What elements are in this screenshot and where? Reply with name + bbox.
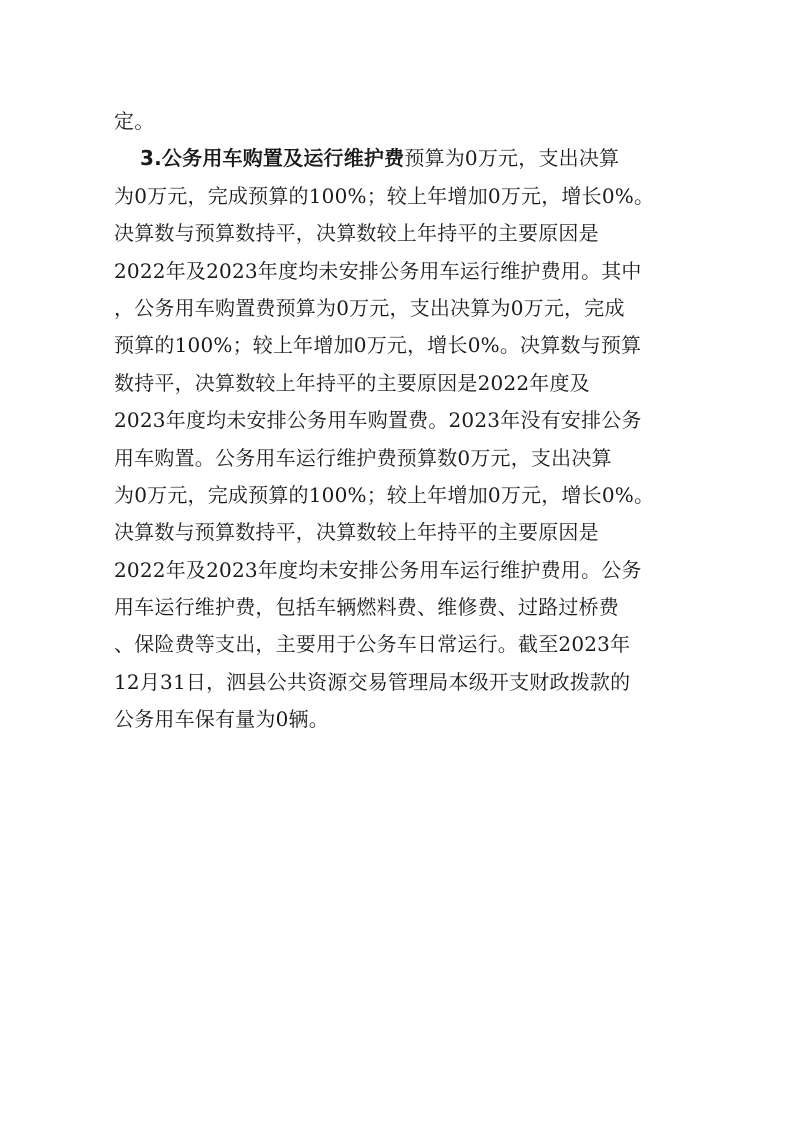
text-line: 2022年及2023年度均未安排公务用车运行维护费用。其中 <box>114 258 642 283</box>
text-line: 、保险费等支出，主要用于公务车日常运行。截至2023年 <box>114 632 631 657</box>
heading-number: 3. <box>140 146 162 171</box>
text-line: 用车购置。公务用车运行维护费预算数0万元，支出决算 <box>114 445 612 470</box>
text-line: 公务用车保有量为0辆。 <box>114 707 329 732</box>
text-line: 12月31日，泗县公共资源交易管理局本级开支财政拨款的 <box>114 669 631 694</box>
text-line: 数持平，决算数较上年持平的主要原因是2022年度及 <box>114 370 590 395</box>
text-line: 决算数与预算数持平，决算数较上年持平的主要原因是 <box>114 221 599 246</box>
text-line: 决算数与预算数持平，决算数较上年持平的主要原因是 <box>114 520 599 545</box>
text-line: 定。 <box>114 109 155 133</box>
heading-title: 公务用车购置及运行维护费 <box>161 146 405 171</box>
text-line: 为0万元，完成预算的100%；较上年增加0万元，增长0%。 <box>114 183 655 208</box>
text-line: 2023年度均未安排公务用车购置费。2023年没有安排公务 <box>114 408 642 433</box>
text-line: ，公务用车购置费预算为0万元，支出决算为0万元，完成 <box>114 295 625 320</box>
body-paragraph <box>114 103 684 739</box>
text-line: 预算的100%；较上年增加0万元，增长0%。决算数与预算 <box>114 333 642 358</box>
text-line: 为0万元，完成预算的100%；较上年增加0万元，增长0%。 <box>114 482 655 507</box>
section-heading-line <box>114 140 684 177</box>
text-line: 用车运行维护费，包括车辆燃料费、维修费、过路过桥费 <box>114 595 619 620</box>
heading-continuation: 预算为0万元，支出决算 <box>404 146 620 171</box>
text-line: 2022年及2023年度均未安排公务用车运行维护费用。公务 <box>114 557 642 582</box>
